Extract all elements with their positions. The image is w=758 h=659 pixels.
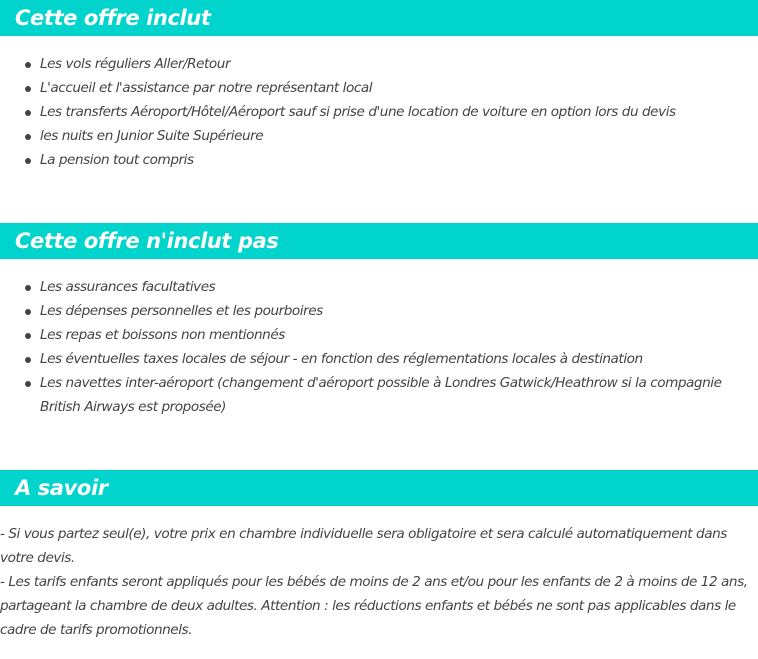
- section-header-excludes: [0, 223, 758, 259]
- list-item: [0, 371, 758, 419]
- bullet-icon: [25, 134, 31, 140]
- list-item-text: Les vols réguliers Aller/Retour: [40, 56, 231, 72]
- list-item-text: Les assurances facultatives: [40, 279, 216, 295]
- bullet-icon: [25, 110, 31, 116]
- list-item: [0, 323, 758, 347]
- section-good-to-know: [0, 470, 758, 642]
- list-item-text: La pension tout compris: [40, 152, 194, 168]
- list-item-text: Les dépenses personnelles et les pourboires: [40, 303, 323, 319]
- list-item-text: Les transferts Aéroport/Hôtel/Aéroport sauf si prise d'une location de voiture en option lors du devis: [40, 104, 676, 120]
- info-text-block: [0, 522, 758, 642]
- bullet-icon: [25, 357, 31, 363]
- list-item-text: Les repas et boissons non mentionnés: [40, 327, 285, 343]
- bullet-icon: [25, 285, 31, 291]
- section-offer-excludes: [0, 223, 758, 419]
- info-paragraph-child-rates: - Les tarifs enfants seront appliqués pour les bébés de moins de 2 ans et/ou pour les enfants de 2 à moins de 12 ans, partageant la chambre de deux adultes. Attention : les réductions enfants et bébés ne sont pas applicables dans le cadre de tarifs promotionnels.: [0, 574, 748, 638]
- bullet-icon: [25, 381, 31, 387]
- list-item-text: les nuits en Junior Suite Supérieure: [40, 128, 264, 144]
- list-item: [0, 299, 758, 323]
- list-item: [0, 124, 758, 148]
- bullet-icon: [25, 86, 31, 92]
- list-item-text: L'accueil et l'assistance par notre représentant local: [40, 80, 373, 96]
- bullet-icon: [25, 309, 31, 315]
- list-item: [0, 76, 758, 100]
- section-title-includes: Cette offre inclut: [15, 6, 211, 30]
- section-header-includes: [0, 0, 758, 36]
- list-item: [0, 347, 758, 371]
- list-item: [0, 148, 758, 172]
- bullet-icon: [25, 62, 31, 68]
- included-items-list: [0, 52, 758, 172]
- section-title-info: A savoir: [15, 476, 108, 500]
- info-paragraph-single-room: - Si vous partez seul(e), votre prix en chambre individuelle sera obligatoire et sera calculé automatiquement dans votre devis.: [0, 526, 727, 566]
- list-item: [0, 52, 758, 76]
- excluded-items-list: [0, 275, 758, 419]
- list-item-text: Les navettes inter-aéroport (changement d'aéroport possible à Londres Gatwick/Heathrow si la compagnie British Airways est proposée): [40, 375, 722, 415]
- list-item-text: Les éventuelles taxes locales de séjour - en fonction des réglementations locales à destination: [40, 351, 643, 367]
- bullet-icon: [25, 158, 31, 164]
- bullet-icon: [25, 333, 31, 339]
- section-title-excludes: Cette offre n'inclut pas: [15, 229, 279, 253]
- list-item: [0, 100, 758, 124]
- section-header-info: [0, 470, 758, 506]
- list-item: [0, 275, 758, 299]
- section-offer-includes: [0, 0, 758, 172]
